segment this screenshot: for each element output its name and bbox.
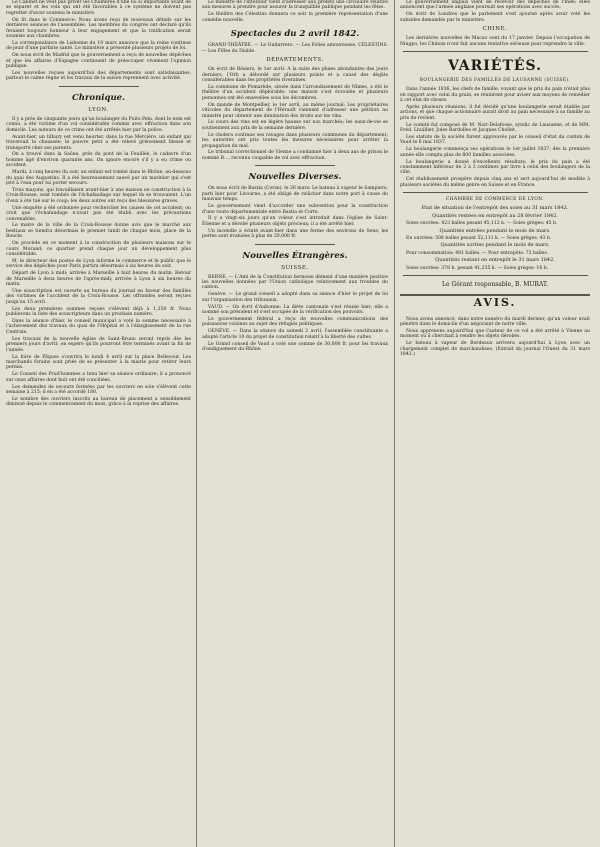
paragraph: Mardi, à cinq heures du soir, un enfant est tombé dans le Rhône, au-dessous du quai des Augustins. Il a été heureusement sauvé par un marinier qui s'est jeté à l'eau pour lui porter secours.	[6, 170, 191, 187]
paragraph: Après plusieurs réunions, il fut décidé qu'une boulangerie serait établie par actions, et que chaque actionnaire aurait droit au pain nécessaire à sa famille au prix de revient.	[400, 104, 590, 121]
paragraph: Le théâtre des Célestins donnera ce soir la première représentation d'une comédie nouvelle.	[202, 12, 388, 23]
paragraph: Nous avons annoncé, dans notre numéro du mardi dernier, qu'un voleur avait pénétré dans le domicile d'un négociant de notre ville.	[400, 316, 590, 328]
paragraph: La correspondance de Lisbonne du 19 mars annonce que la reine continue de jouir d'une parfaite santé. Le ministère a présenté plusieurs projets de loi.	[6, 40, 191, 52]
paragraph: Le Grand conseil de Vaud a voté une somme de 30,000 fr. pour les travaux d'endiguement du Rhône.	[202, 341, 388, 352]
paragraph: Les statuts de la société furent approuvés par le conseil d'état du canton de Vaud le 6 mai 1837.	[400, 134, 590, 146]
divider	[403, 51, 588, 52]
country-heading: SUISSE.	[281, 264, 309, 271]
section-title-varietes: VARIÉTÉS.	[447, 58, 543, 75]
paragraph: BERNE. — L'Ami de la Constitution bernoise dément d'une manière positive les nouvelles données par l'Union catholique relativement aux troubles du canton.	[202, 274, 388, 291]
paragraph: Le gouvernement vient d'accorder une subvention pour la construction d'une route départementale entre Bastia et Corte.	[202, 204, 388, 215]
paragraph: GRAND-THÉÂTRE. — Le Guitarrero. — Les Folies amoureuses. CÉLESTINS. — Les Filles du Diable.	[202, 43, 388, 54]
paragraph: VAUD. — On écrit d'Aubonne: La diète cantonale s'est réunie hier; elle a nommé son président et s'est occupée de la vérification des pouvoirs.	[202, 304, 388, 316]
paragraph: Le maire de la ville de la Croix-Rousse donne avis que le marché aux bestiaux se tiendra désormais le premier lundi de chaque mois, place de la Boucle.	[6, 223, 191, 240]
paragraph: Le comité fut composé de M. Noir-Delafosse, syndic de Lausanne, et de MM. Fréd. Lhuillier, Jules Bardolles et Jacques Chollet.	[400, 122, 590, 134]
paragraph: Le ministre de l'intérieur vient d'adresser aux préfets une circulaire relative aux mesures à prendre pour assurer la tranquillité publique pendant les fêtes.	[202, 0, 388, 11]
paragraph: On mande de Montpellier, le 1er avril, au même journal: Les propriétaires viticoles du département de l'Hérault viennent d'adresser une pétition au ministre pour obtenir une diminution des droits sur les vins.	[202, 102, 388, 119]
paragraph: Le gouvernement anglais vient de recevoir des dépêches de l'Inde; elles annoncent que l'armée anglaise poursuit ses opérations avec succès.	[400, 0, 590, 11]
column-middle	[202, 0, 388, 847]
paragraph: On lit dans le Commerce: Nous avons reçu de nouveaux détails sur les dernières séances de l'assemblée. Les membres du congrès ont déclaré qu'ils feraient toujours honneur à leur engagement et que la ratification serait soumise aux chambres.	[6, 17, 191, 40]
table-line: Quantités entrées pendant le mois de mars.	[439, 227, 551, 234]
section-title-chronique: Chronique.	[72, 92, 125, 103]
divider	[255, 244, 335, 245]
paragraph: Nous apprenons aujourd'hui que l'auteur de ce vol a été arrêté à Vienne au moment où il cherchait à vendre les objets dérobés.	[400, 328, 590, 340]
table-line: Quantités restant en entrepôt le 31 mars 1842.	[435, 257, 555, 264]
section-title-diverses: Nouvelles Diverses.	[248, 172, 342, 183]
paragraph: Il y a près de cinquante jours qu'un boulanger du Puits-Pelu, dont le nom est connu, a été victime d'un vol considérable commis avec effraction dans son domicile. Les auteurs de ce crime ont été arrêtés hier par la police.	[6, 116, 191, 133]
paragraph: Les deux premières sommes reçues s'élèvent déjà à 1,250 fr. Nous publierons la liste des souscripteurs dans un prochain numéro.	[6, 306, 191, 318]
table-line: Soies ouvrées: 378 b. pesant 41,235 k. — Soies grèges: 16 b.	[406, 265, 549, 271]
paragraph: Avant-hier, un tilbury est venu heurter, dans la rue Mercière, un enfant qui traversait la chaussée; le pauvre petit a été relevé grièvement blessé et transporté chez ses parents.	[6, 134, 191, 151]
column-rule	[394, 0, 395, 847]
divider	[403, 192, 588, 193]
paragraph: Le Cabinet ne veut pas priver les Chambres d'une loi si importante avant de se séparer et les voix qui ont été favorables à ce système ne doivent pas regretter d'avoir soutenu le ministère.	[6, 0, 191, 16]
gerant-signature: Le Gérant responsable, B. MURAT.	[442, 281, 548, 289]
paragraph: Une souscription est ouverte au bureau du journal en faveur des familles des victimes de l'accident de la Croix-Rousse. Les offrandes seront reçues jusqu'au 15 avril.	[6, 288, 191, 305]
paragraph: Trois maçons, qui travaillaient avant-hier à une maison en construction à la Croix-Rousse, sont tombés de l'échafaudage sur lequel ils se trouvaient. L'un d'eux a été tué sur le coup; les deux autres ont reçu des blessures graves.	[6, 187, 191, 204]
paragraph: La boulangerie a donné d'excellents résultats; le prix du pain a été constamment inférieur de 2 à 3 centimes par livre à celui des boulangers de la ville.	[400, 159, 590, 176]
paragraph: La foire de Pâques s'ouvrira le lundi 4 avril sur la place Bellecour. Les marchands forains sont priés de se présenter à la mairie pour retirer leurs permis.	[6, 354, 191, 371]
paragraph: Un incendie a éclaté avant-hier dans une ferme des environs de Sens; les pertes sont évaluées à plus de 20,000 fr.	[202, 228, 388, 240]
country-heading: CHINE.	[482, 26, 508, 33]
paragraph: La commune de Pomarède, située dans l'arrondissement de Nîmes, a été le théâtre d'un accident déplorable: une maison s'est écroulée et plusieurs personnes ont été ensevelies sous les décombres.	[202, 84, 388, 101]
paragraph: On procède en ce moment à la construction de plusieurs maisons sur le cours Morand; ce quartier prend chaque jour un développement plus considérable.	[6, 241, 191, 258]
paragraph: Le tribunal correctionnel de Vienne a condamné hier à deux ans de prison le nommé B..., reconnu coupable de vol avec effraction.	[202, 150, 388, 161]
avis-heading	[460, 295, 530, 314]
section-title-etrangeres: Nouvelles Étrangères.	[242, 250, 348, 261]
table-line: Soies ouvrées: 423 balles pesant 45,112 k. — Soies grèges: 45 b.	[406, 221, 558, 227]
paragraph: Les demandes de secours formées par les ouvriers en soie s'élèvent cette semaine à 215; il en a été accordé 180.	[6, 384, 191, 395]
paragraph: Il y a vingt-six jours qu'un voleur s'est introduit dans l'église de Saint-Étienne et a dérobé plusieurs objets précieux; il a été arrêté hier.	[202, 216, 388, 227]
paragraph: Genève. — Le grand conseil a adopté dans sa séance d'hier le projet de loi sur l'organisation des tribunaux.	[202, 292, 388, 303]
table-line: Quantités restées en entrepôt au 28 février 1842.	[432, 212, 558, 219]
chambre-title: CHAMBRE DE COMMERCE DE LYON.	[446, 197, 544, 203]
avis-title: AVIS.	[473, 295, 517, 309]
section-title-departements: DÉPARTEMENTS.	[266, 57, 324, 64]
table-line: En ouvrées: 508 balles pesant 52,111 k. — Soies grèges: 43 b.	[406, 235, 552, 241]
article-subtitle: BOULANGERIE DES FAMILLES DE LAUSANNE (SUISSE).	[419, 78, 571, 84]
paragraph: Le bateau à vapeur de Bordeaux arrivera aujourd'hui à Lyon avec un chargement complet de marchandises. (Extrait du journal l'Ouest du 31 mars 1842.)	[400, 341, 590, 358]
paragraph: Cet établissement prospère depuis cinq ans et sert aujourd'hui de modèle à plusieurs sociétés du même genre en Suisse et en France.	[400, 177, 590, 188]
paragraph: Le cholera continue ses ravages dans plusieurs communes du département; les autorités ont pris toutes les mesures nécessaires pour arrêter la propagation du mal.	[202, 132, 388, 149]
paragraph: La boulangerie commença ses opérations le 1er juillet 1837; dès la première année elle compta plus de 800 familles associées.	[400, 147, 590, 158]
paragraph: Une enquête a été ordonnée pour rechercher les causes de cet accident; on croit que l'échafaudage n'avait pas été établi avec les précautions convenables.	[6, 205, 191, 222]
paragraph: Le gouvernement fédéral a reçu de nouvelles communications des puissances voisines au sujet des réfugiés politiques.	[202, 316, 388, 328]
paragraph: On écrit de Londres que le parlement s'est ajourné après avoir voté les subsides demandés par le ministère.	[400, 12, 590, 23]
paragraph: Les nouvelles reçues aujourd'hui des départements sont satisfaisantes; partout le calme règne et les travaux de la saison reprennent avec activité.	[6, 71, 191, 82]
paragraph: Le nombre des ouvriers inscrits au bureau de placement a sensiblement diminué depuis le commencement du mois, grâce à la reprise des affaires.	[6, 396, 191, 408]
paragraph: On écrit de Béziers, le 1er avril: A la suite des pluies abondantes des jours derniers, l'Orb a débordé sur plusieurs points et a causé des dégâts considérables dans les propriétés riveraines.	[202, 67, 388, 84]
paragraph: Le cours des vins est en légère hausse sur nos marchés; les eaux-de-vie se soutiennent aux prix de la semaine dernière.	[202, 120, 388, 131]
column-rule	[196, 0, 197, 847]
paragraph: On a trouvé dans la Saône, près du pont de la Feuillée, le cadavre d'un homme âgé d'environ quarante ans. On ignore encore s'il y a eu crime ou accident.	[6, 152, 191, 169]
paragraph: Les dernières nouvelles de Macao sont du 17 janvier. Depuis l'occupation de Ningpo, les Chinois n'ont fait aucune tentative sérieuse pour reprendre la ville.	[400, 36, 590, 47]
divider	[255, 165, 335, 166]
paragraph: GENÈVE. — Dans la séance du samedi 2 avril, l'assemblée constituante a adopté l'article 10 du projet de constitution relatif à la liberté des cultes.	[202, 329, 388, 340]
column-left	[6, 0, 191, 847]
paragraph: M. le directeur des postes de Lyon informe le commerce et le public que le service des dépêches pour Paris partira désormais à six heures du soir.	[6, 258, 191, 270]
paragraph: Le Conseil des Prud'hommes a tenu hier sa séance ordinaire; il a prononcé sur onze affaires dont huit ont été conciliées.	[6, 372, 191, 383]
paragraph: On nous écrit de Bastia (Corse), le 26 mars: Le bateau à vapeur le Sampiero, parti hier pour Livourne, a été obligé de relâcher dans notre port à cause du mauvais temps.	[202, 186, 388, 203]
chambre-subtitle: Etat de situation de l'entrepôt des soies au 31 mars 1842.	[421, 205, 569, 212]
paragraph: Départ de Lyon à midi; arrivée à Marseille à huit heures du matin. Retour de Marseille à deux heures de l'après-midi; arrivée à Lyon à six heures du matin.	[6, 271, 191, 288]
paragraph: On nous écrit de Madrid que le gouvernement a reçu de nouvelles dépêches et que les affaires d'Espagne continuent de préoccuper vivement l'opinion publique.	[6, 53, 191, 70]
divider	[59, 86, 139, 87]
paragraph: Les travaux de la nouvelle église de Saint-Bruno seront repris dès les premiers jours d'avril; on espère qu'ils pourront être terminés avant la fin de l'année.	[6, 336, 191, 353]
table-line: Pour consommation: 481 balles. — Pour entrepôts: 72 balles.	[406, 250, 549, 256]
paragraph: Dans la séance d'hier, le conseil municipal a voté la somme nécessaire à l'achèvement des travaux du quai de l'Hôpital et à l'élargissement de la rue Centrale.	[6, 319, 191, 335]
divider	[403, 275, 588, 276]
city-heading: LYON.	[88, 106, 109, 113]
table-line: Quantités sorties pendant le mois de mars.	[440, 242, 550, 249]
section-title-spectacles: Spectacles du 2 avril 1842.	[230, 29, 360, 40]
paragraph: Dans l'année 1836, les chefs de famille, voyant que le prix du pain n'était plus en rapport avec celui du grain, se réunirent pour aviser aux moyens de remédier à cet état de choses.	[400, 87, 590, 104]
column-right	[400, 0, 590, 847]
